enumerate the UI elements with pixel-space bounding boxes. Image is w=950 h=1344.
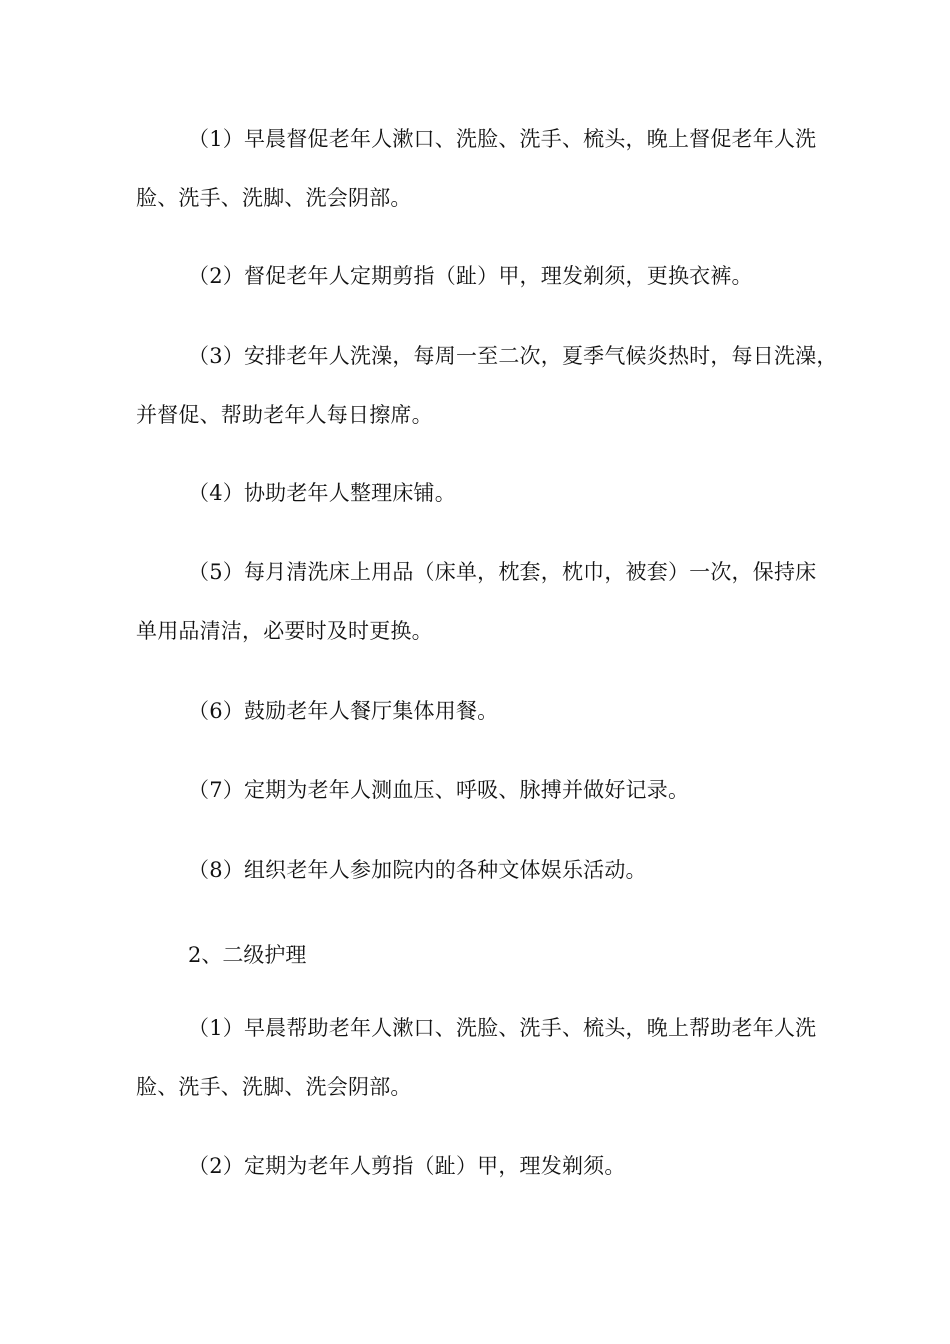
paragraph-care-item-2 [136,247,826,306]
paragraph-line: （4）协助老年人整理床铺。 [188,481,456,505]
paragraph-care-item-7 [136,761,826,820]
paragraph-line: （7）定期为老年人测血压、呼吸、脉搏并做好记录。 [188,778,690,802]
paragraph-line: （6）鼓励老年人餐厅集体用餐。 [188,699,499,723]
paragraph-line: 并督促、帮助老年人每日擦席。 [136,403,433,427]
paragraph-care-item-4 [136,464,826,523]
paragraph-line: （1）早晨帮助老年人漱口、洗脸、洗手、梳头，晚上帮助老年人洗 [188,1016,817,1040]
paragraph-line: （2）督促老年人定期剪指（趾）甲，理发剃须，更换衣裤。 [188,264,753,288]
paragraph-care-item-8 [136,841,826,900]
paragraph-line: （5）每月清洗床上用品（床单，枕套，枕巾，被套）一次，保持床 [188,560,817,584]
paragraph-care-item-3 [136,327,838,445]
paragraph-line: 脸、洗手、洗脚、洗会阴部。 [136,1075,412,1099]
paragraph-level2-item-1 [136,999,826,1117]
paragraph-line: （3）安排老年人洗澡，每周一至二次，夏季气候炎热时，每日洗澡， [188,344,838,368]
paragraph-line: （8）组织老年人参加院内的各种文体娱乐活动。 [188,858,647,882]
paragraph-line: 脸、洗手、洗脚、洗会阴部。 [136,186,412,210]
paragraph-care-item-5 [136,543,826,661]
paragraph-line: （2）定期为老年人剪指（趾）甲，理发剃须。 [188,1154,626,1178]
section-heading: 2、二级护理 [188,943,307,967]
paragraph-level2-item-2 [136,1137,826,1196]
paragraph-line: 单用品清洁，必要时及时更换。 [136,619,433,643]
paragraph-care-item-1 [136,110,826,228]
paragraph-line: （1）早晨督促老年人漱口、洗脸、洗手、梳头，晚上督促老年人洗 [188,127,817,151]
paragraph-care-item-6 [136,682,826,741]
